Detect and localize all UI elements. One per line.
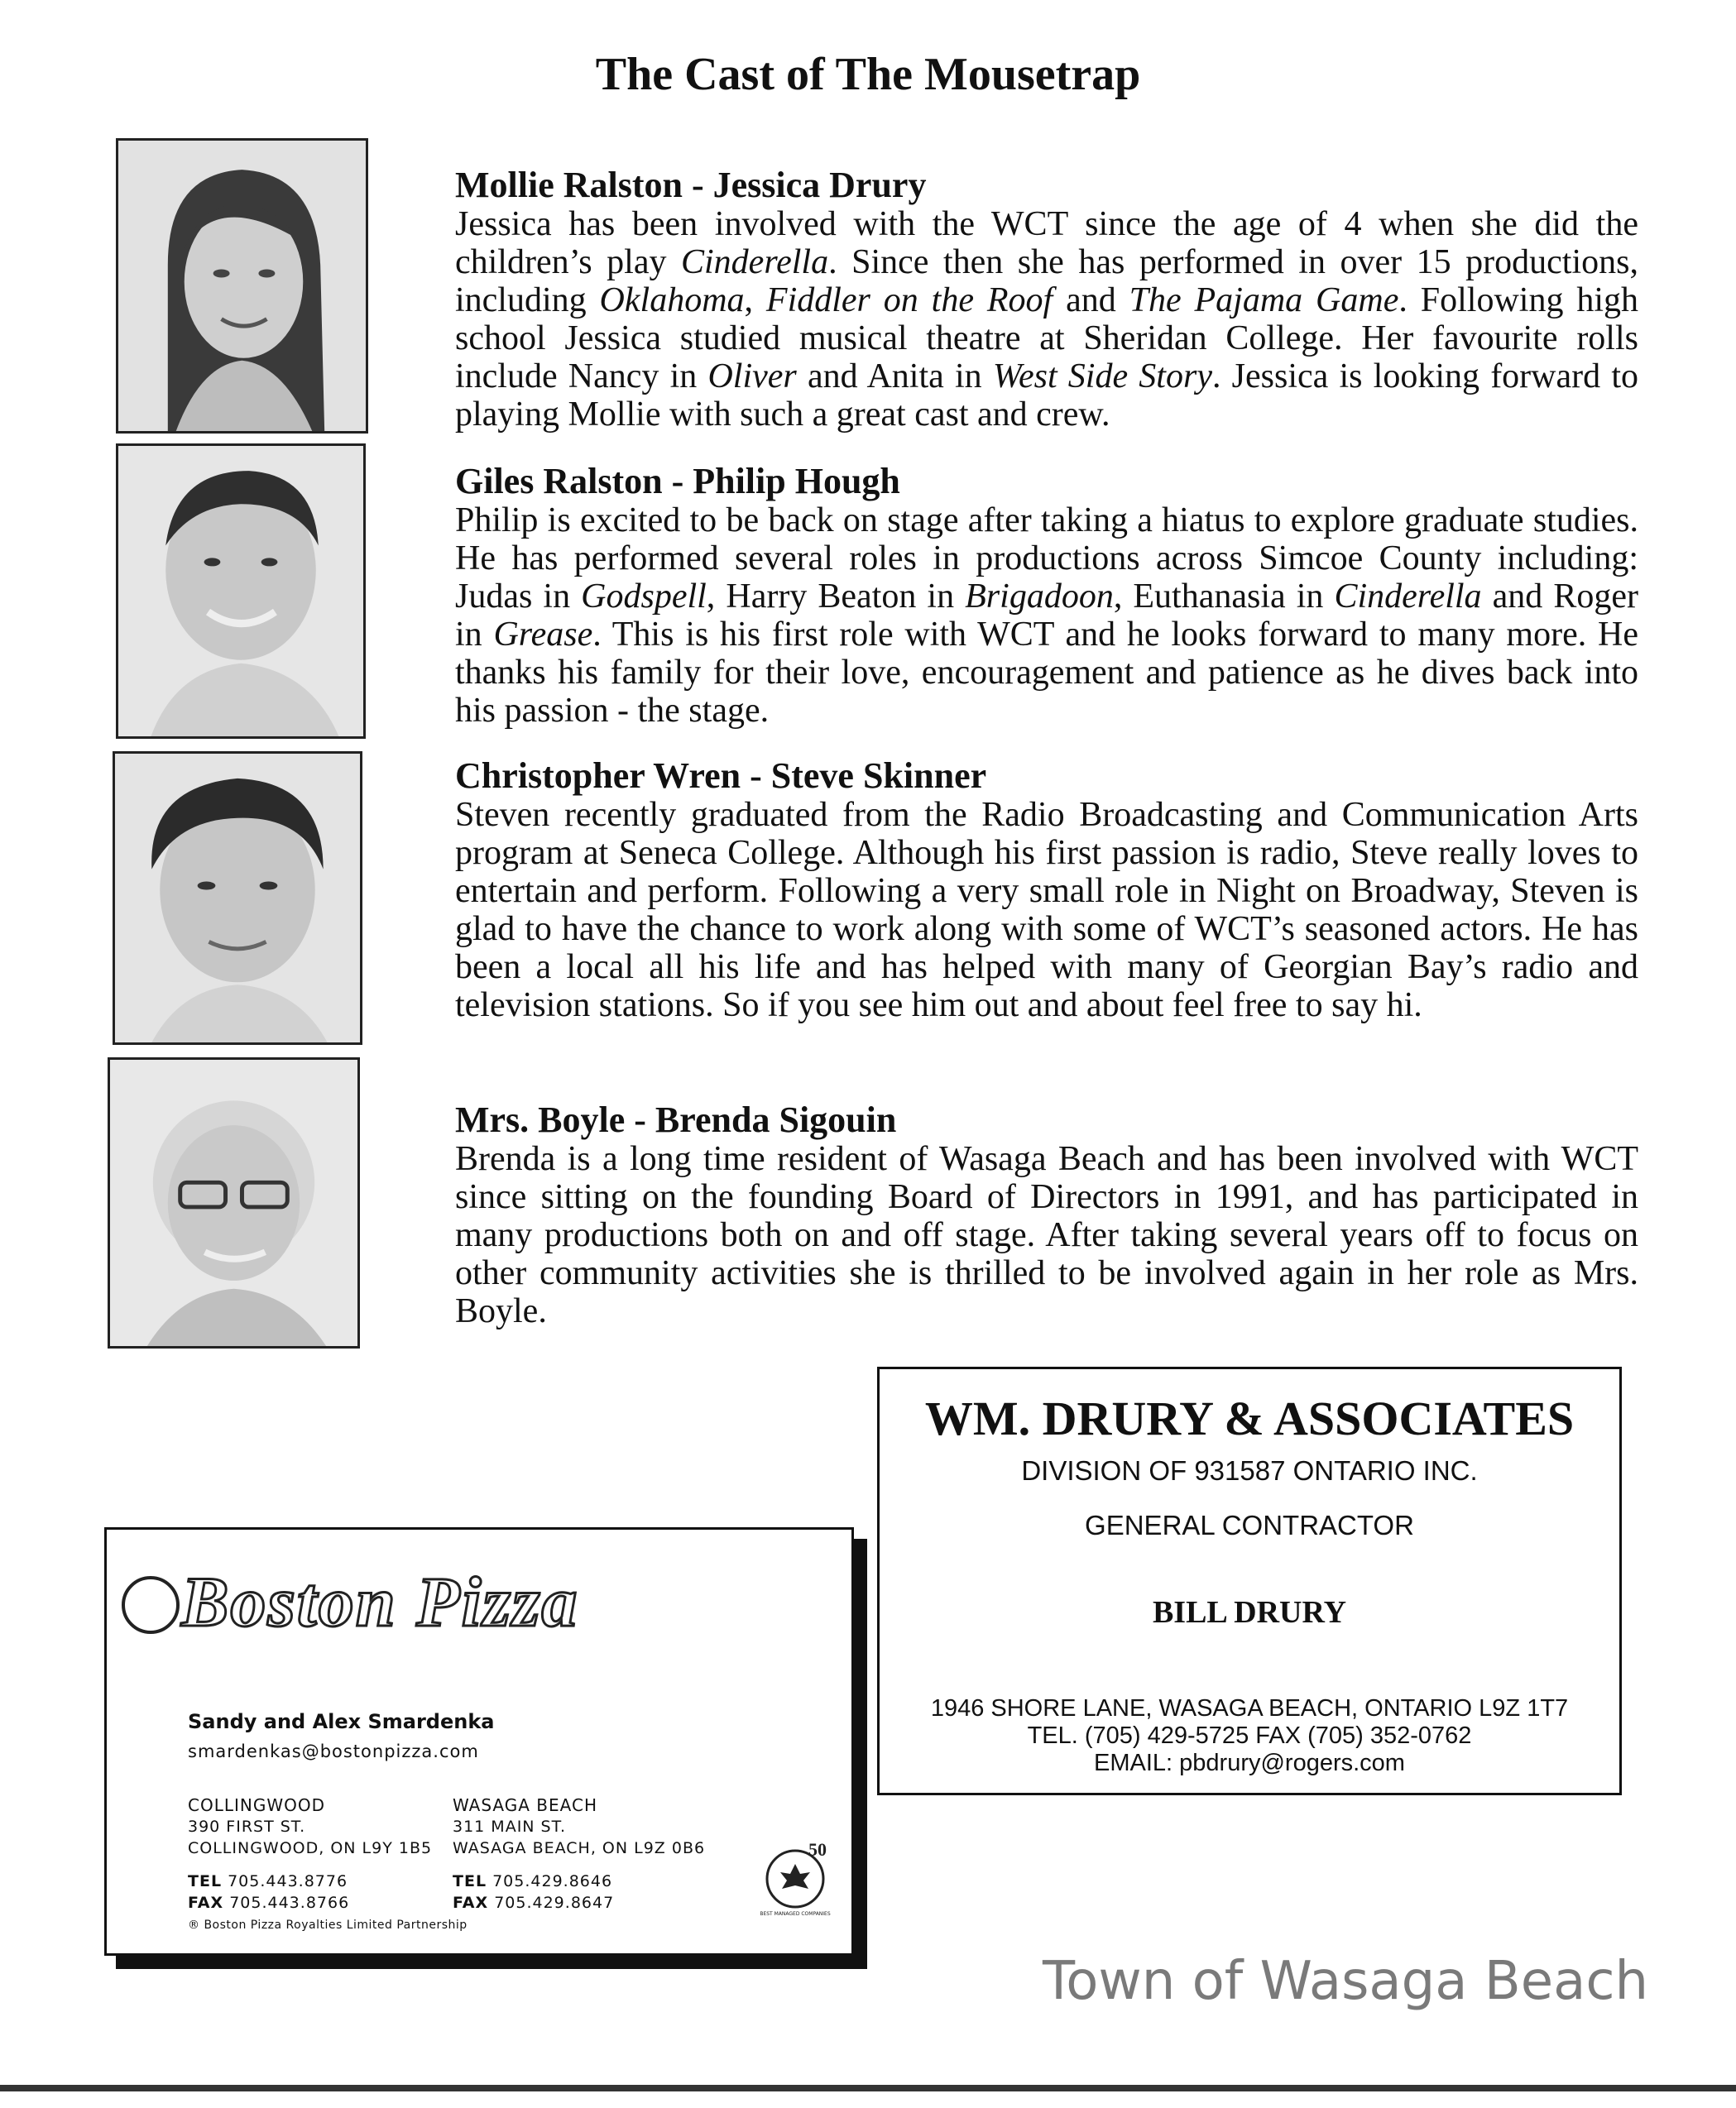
drury-company-name: WM. DRURY & ASSOCIATES	[924, 1392, 1575, 1445]
tel-label: TEL	[188, 1872, 223, 1890]
location-tel	[453, 1871, 705, 1892]
cast-photo-brenda	[108, 1057, 360, 1349]
cast-heading-3: Christopher Wren - Steve Skinner	[455, 755, 987, 796]
drury-address: 1946 SHORE LANE, WASAGA BEACH, ONTARIO L9Z 1T7	[930, 1694, 1569, 1722]
production-title: Oklahoma	[599, 281, 745, 319]
page-title: The Cast of The Mousetrap	[595, 49, 1141, 100]
fax-number: 705.443.8766	[229, 1894, 350, 1912]
location-collingwood	[188, 1794, 432, 1914]
fax-label: FAX	[453, 1894, 489, 1912]
location-town: COLLINGWOOD, ON L9Y 1B5	[188, 1839, 433, 1857]
tel-number: 705.429.8646	[492, 1872, 613, 1890]
production-title: The Pajama Game	[1129, 281, 1399, 319]
production-title: Cinderella	[1334, 577, 1482, 616]
cast-bio-text-1: Jessica has been involved with the WCT since the age of 4 when she did the children’s play Cinderella. Since then she has performed in over 15 productions, including Oklahoma, Fiddler on the Roof and The Pajama Game. Following high school Jessica studied musical theatre at Sheridan College. Her favourite rolls include Nancy in Oliver and Anita in West Side Story. Jessica is looking forward to playing Mollie with such a great cast and crew.	[455, 205, 1638, 434]
drury-email: EMAIL: pbdrury@rogers.com	[1094, 1749, 1405, 1776]
cast-heading-1: Mollie Ralston - Jessica Drury	[455, 165, 927, 205]
location-town: WASAGA BEACH, ON L9Z 0B6	[453, 1839, 706, 1857]
production-title: Fiddler on the Roof	[765, 281, 1053, 319]
boston-pizza-emblem-icon	[122, 1576, 180, 1634]
boston-pizza-owners: Sandy and Alex Smardenka	[188, 1710, 495, 1733]
best-managed-badge	[760, 1836, 835, 1919]
location-city: COLLINGWOOD	[188, 1795, 326, 1815]
boston-pizza-footer: ® Boston Pizza Royalties Limited Partnership	[188, 1919, 468, 1932]
cast-bio-text-2: Philip is excited to be back on stage after taking a hiatus to explore graduate studies. He has performed several roles in productions across Simcoe County including: Judas in Godspell, Harry Beaton in Brigadoon, Euthanasia in Cinderella and Roger in Grease. This is his first role with WCT and he looks forward to many more. He thanks his family for their love, encouragement and patience as he dives back into his passion - the stage.	[455, 501, 1638, 730]
drury-division: DIVISION OF 931587 ONTARIO INC.	[1021, 1454, 1478, 1486]
cast-bio-4	[455, 1100, 1638, 1330]
production-title: West Side Story	[992, 357, 1212, 395]
production-title: Oliver	[707, 357, 797, 395]
cast-bio-1	[455, 165, 1638, 434]
location-wasaga-beach	[453, 1794, 705, 1914]
production-title: Brigadoon	[965, 577, 1114, 616]
location-street: 390 FIRST ST.	[188, 1818, 306, 1836]
production-title: Cinderella	[681, 243, 829, 281]
cast-bio-3	[455, 756, 1638, 1024]
location-city: WASAGA BEACH	[453, 1795, 597, 1815]
watermark: Town of Wasaga Beach	[1043, 1951, 1649, 2012]
cast-bio-2	[455, 462, 1638, 730]
cast-bio-text-4: Brenda is a long time resident of Wasaga Beach and has been involved with WCT since sitting on the founding Board of Directors in 1991, and has participated in many productions both on and off stage. After taking several years off to focus on other community activities she is thrilled to be involved again in her role as Mrs. Boyle.	[455, 1140, 1638, 1330]
location-street: 311 MAIN ST.	[453, 1818, 567, 1836]
tel-label: TEL	[453, 1872, 487, 1890]
drury-person: BILL DRURY	[1152, 1594, 1347, 1630]
cast-photo-philip	[116, 443, 366, 739]
boston-pizza-logo	[122, 1562, 817, 1644]
boston-pizza-card	[104, 1527, 854, 1956]
fax-number: 705.429.8647	[494, 1894, 615, 1912]
badge-number: 50	[808, 1839, 827, 1860]
fax-label: FAX	[188, 1894, 224, 1912]
cast-heading-2: Giles Ralston - Philip Hough	[455, 461, 900, 501]
cast-bio-text-3: Steven recently graduated from the Radio Broadcasting and Communication Arts program at Seneca College. Although his first passion is radio, Steve really loves to entertain and perform. Following a very small role in Night on Broadway, Steven is glad to have the chance to work along with some of WCT’s seasoned actors. He has been a local all his life and has helped with many of Georgian Bay’s radio and television stations. So if you see him out and about feel free to say hi.	[455, 796, 1638, 1024]
boston-pizza-wordmark: Boston Pizza	[181, 1562, 579, 1641]
drury-trade: GENERAL CONTRACTOR	[1085, 1509, 1414, 1540]
badge-text: BEST MANAGED COMPANIES	[760, 1911, 831, 1917]
tel-number: 705.443.8776	[228, 1872, 348, 1890]
cast-heading-4: Mrs. Boyle - Brenda Sigouin	[455, 1100, 897, 1140]
page-bottom-edge	[0, 2085, 1736, 2091]
drury-contact	[880, 1695, 1619, 1777]
location-fax	[453, 1892, 705, 1914]
location-tel	[188, 1871, 432, 1892]
location-fax	[188, 1892, 432, 1914]
drury-ad	[877, 1367, 1622, 1795]
production-title: Grease	[493, 616, 593, 654]
drury-phone: TEL. (705) 429-5725 FAX (705) 352-0762	[1027, 1722, 1472, 1749]
boston-pizza-email: smardenkas@bostonpizza.com	[188, 1741, 479, 1761]
cast-photo-jessica	[116, 138, 368, 434]
cast-photo-steve	[113, 751, 362, 1045]
production-title: Godspell	[581, 577, 707, 616]
